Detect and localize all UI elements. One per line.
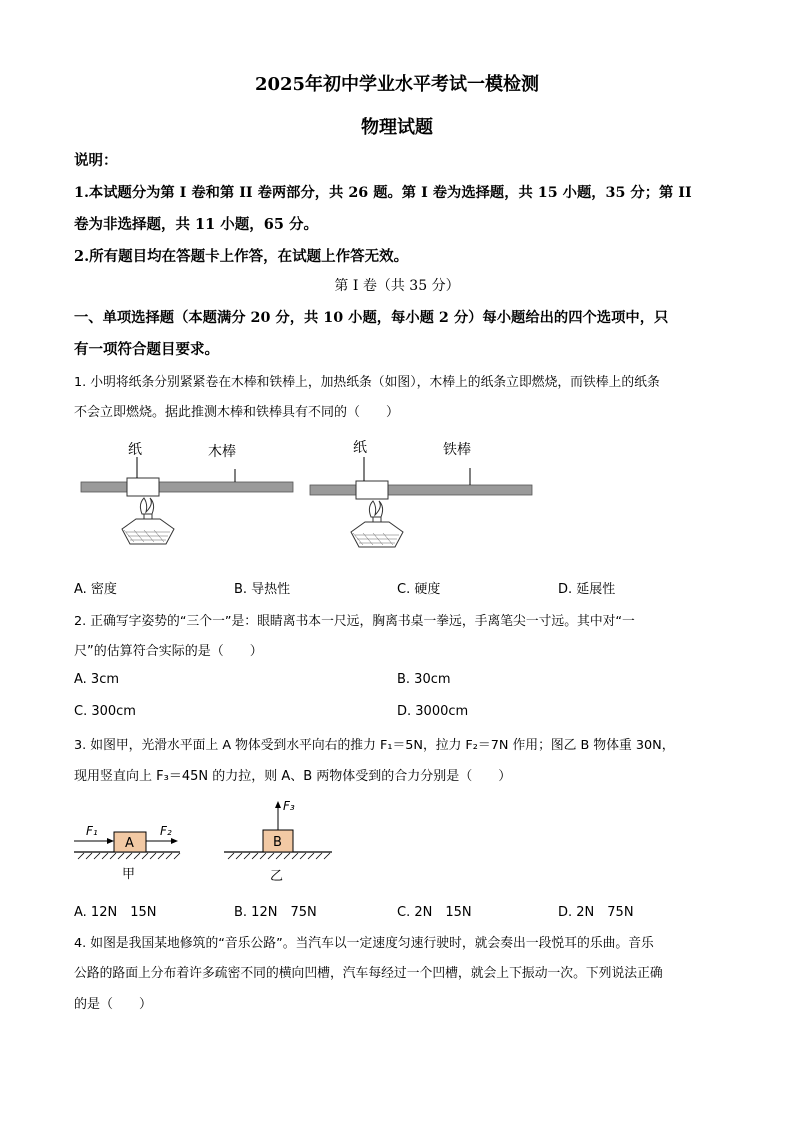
q1-option-b[interactable]: B. 导热性 <box>234 582 291 597</box>
caption-jia: 甲 <box>122 867 136 882</box>
label-iron-rod: 铁棒 <box>443 442 471 458</box>
wooden-rod <box>81 482 293 492</box>
force-f2-label: F₂ <box>160 824 172 838</box>
iron-rod-apparatus <box>310 440 532 547</box>
alcohol-lamp-icon-right <box>351 499 403 547</box>
section-title: 第 I 卷（共 35 分） <box>334 278 460 294</box>
q3-option-d[interactable]: D. 2N 75N <box>558 905 634 920</box>
force-f3-label: F₃ <box>283 799 295 813</box>
q4-stem-line-1: 4. 如图是我国某地修筑的“音乐公路”。当汽车以一定速度匀速行驶时，就会奏出一段悦耳的乐曲。音乐 <box>74 936 654 951</box>
q3-stem-line-1: 3. 如图甲，光滑水平面上 A 物体受到水平向右的推力 F₁＝5N，拉力 F₂＝7N 作用；图乙 B 物体重 30N， <box>74 738 675 753</box>
block-a-label: A <box>125 836 134 851</box>
page-subtitle: 物理试题 <box>361 117 433 138</box>
part1-heading-line-1: 一、单项选择题（本题满分 20 分，共 10 小题，每小题 2 分）每小题给出的四个选项中，只 <box>74 310 669 326</box>
paper-strip-right <box>356 481 388 499</box>
figure-yi <box>224 799 332 884</box>
iron-rod <box>310 485 532 495</box>
force-f1-label: F₁ <box>86 824 98 838</box>
q1-stem-line-1: 1. 小明将纸条分别紧紧卷在木棒和铁棒上，加热纸条（如图），木棒上的纸条立即燃烧，而铁棒上的纸条 <box>74 375 660 390</box>
q3-stem-line-2: 现用竖直向上 F₃＝45N 的力拉，则 A、B 两物体受到的合力分别是（ ） <box>74 769 512 784</box>
label-wooden-rod: 木棒 <box>208 444 236 460</box>
instructions-line-1: 1.本试题分为第 I 卷和第 II 卷两部分，共 26 题。第 I 卷为选择题，共 15 小题，35 分；第 II <box>74 185 692 201</box>
q4-stem-line-2: 公路的路面上分布着许多疏密不同的横向凹槽，汽车每经过一个凹槽，就会上下振动一次。下列说法正确 <box>74 966 663 981</box>
q3-option-a[interactable]: A. 12N 15N <box>74 905 157 920</box>
instructions-heading: 说明： <box>74 152 118 169</box>
q3-option-c[interactable]: C. 2N 15N <box>397 905 472 920</box>
q2-option-a[interactable]: A. 3cm <box>74 672 120 687</box>
label-paper-left: 纸 <box>128 442 142 458</box>
q2-stem-line-2: 尺”的估算符合实际的是（ ） <box>74 644 263 659</box>
instructions-line-2: 卷为非选择题，共 11 小题，65 分。 <box>74 216 318 233</box>
figure-jia <box>74 824 180 882</box>
q2-option-d[interactable]: D. 3000cm <box>397 704 469 719</box>
q1-figure <box>74 432 544 562</box>
q2-option-c[interactable]: C. 300cm <box>74 704 136 719</box>
wooden-rod-apparatus <box>81 442 293 544</box>
page-title: 2025年初中学业水平考试一模检测 <box>254 74 540 95</box>
q3-option-b[interactable]: B. 12N 75N <box>234 905 317 920</box>
q1-option-d[interactable]: D. 延展性 <box>558 582 616 597</box>
q3-figure <box>70 796 340 888</box>
q1-stem-line-2: 不会立即燃烧。据此推测木棒和铁棒具有不同的（ ） <box>74 405 400 420</box>
caption-yi: 乙 <box>270 869 284 884</box>
q2-stem-line-1: 2. 正确写字姿势的“三个一”是：眼睛离书本一尺远，胸离书桌一拳远，手离笔尖一寸远。其中对“一 <box>74 614 635 629</box>
label-paper-right: 纸 <box>353 440 367 456</box>
paper-strip <box>127 478 159 496</box>
q4-stem-line-3: 的是（ ） <box>74 997 153 1012</box>
q1-option-c[interactable]: C. 硬度 <box>397 582 441 597</box>
block-b-label: B <box>273 835 282 850</box>
q2-option-b[interactable]: B. 30cm <box>397 672 451 687</box>
alcohol-lamp-icon <box>122 496 174 544</box>
q1-option-a[interactable]: A. 密度 <box>74 582 117 597</box>
instructions-line-3: 2.所有题目均在答题卡上作答，在试题上作答无效。 <box>74 248 409 265</box>
part1-heading-line-2: 有一项符合题目要求。 <box>74 341 219 358</box>
